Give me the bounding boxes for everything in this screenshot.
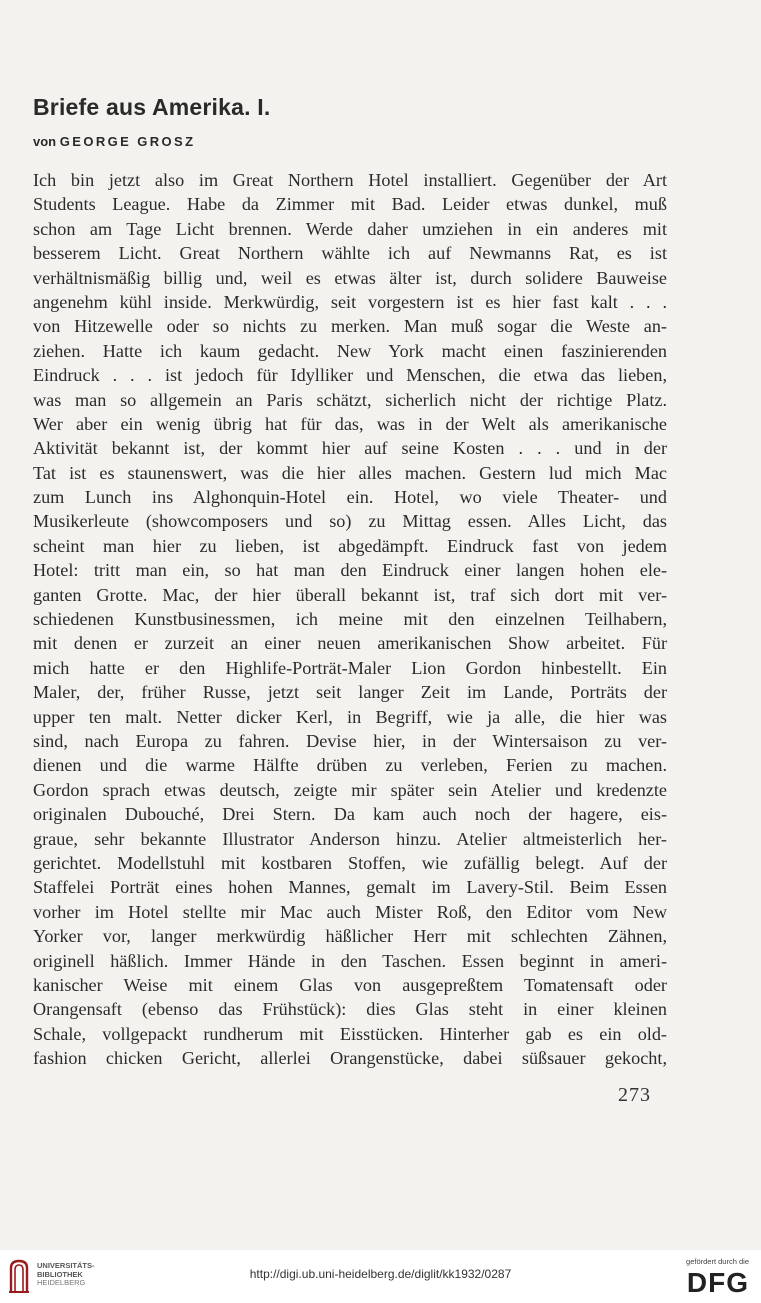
- text-line: Yorker vor, langer merkwürdig häßlicher Herr mit schlechten Zähnen,: [33, 926, 667, 947]
- text-line: mit denen er zurzeit an einer neuen amerikanischen Show arbeitet. Für: [33, 633, 667, 654]
- article-author: [33, 134, 195, 149]
- text-line: Orangensaft (ebenso das Frühstück): dies Glas steht in einer kleinen: [33, 999, 667, 1020]
- author-prefix: von: [33, 134, 60, 149]
- text-line: Musikerleute (showcomposers und so) zu Mittag essen. Alles Licht, das: [33, 511, 667, 532]
- dfg-logo: DFG: [686, 1267, 749, 1298]
- digitization-footer: [0, 1250, 761, 1303]
- author-name: GEORGE GROSZ: [59, 134, 196, 149]
- text-line: Eindruck . . . ist jedoch für Idylliker und Menschen, die etwa das lieben,: [33, 365, 667, 386]
- text-line: Hotel: tritt man ein, so hat man den Eindruck einer langen hohen ele-: [33, 560, 667, 581]
- library-name-line: UNIVERSITÄTS-: [37, 1261, 95, 1270]
- text-line: schon am Tage Licht brennen. Werde daher umziehen in ein anderes mit: [33, 218, 667, 239]
- text-line: zum Lunch ins Alghonquin-Hotel ein. Hotel, wo viele Theater- und: [33, 487, 667, 508]
- article-title: Briefe aus Amerika. I.: [33, 94, 271, 120]
- text-line: mich hatte er den Highlife-Porträt-Maler Lion Gordon hinbestellt. Ein: [33, 657, 667, 678]
- text-line: was man so allgemein an Paris schätzt, sicherlich nicht der richtige Platz.: [33, 389, 667, 410]
- source-url-link[interactable]: http://digi.ub.uni-heidelberg.de/diglit/kk1932/0287: [249, 1267, 512, 1281]
- text-line: Schale, vollgepackt rundherum mit Eisstücken. Hinterher gab es ein old-: [33, 1023, 667, 1044]
- text-line: graue, sehr bekannte Illustrator Anderson hinzu. Atelier altmeisterlich her-: [33, 828, 667, 849]
- page-number: 273: [618, 1084, 651, 1106]
- text-line: Wer aber ein wenig übrig hat für das, was in der Welt als amerikanische: [33, 413, 667, 434]
- text-line: verhältnismäßig billig und, weil es etwas älter ist, durch solidere Bauweise: [33, 267, 667, 288]
- sponsor-caption: gefördert durch die: [686, 1257, 749, 1266]
- text-line: ganten Grotte. Mac, der hier überall bekannt ist, traf sich dort mit ver-: [33, 584, 667, 605]
- text-line: Maler, der, früher Russe, jetzt seit langer Zeit im Lande, Porträts der: [33, 682, 667, 703]
- text-line: angenehm kühl inside. Merkwürdig, seit vorgestern ist es hier fast kalt . . .: [33, 291, 667, 312]
- text-line: upper ten malt. Netter dicker Kerl, in Begriff, wie ja alle, die hier was: [33, 706, 667, 727]
- text-line: originell häßlich. Immer Hände in den Taschen. Essen beginnt in ameri-: [33, 950, 667, 971]
- text-line: besserem Licht. Great Northern wählte ich auf Newmanns Rat, es ist: [33, 243, 667, 264]
- text-line: kanischer Weise mit einem Glas von ausgepreßtem Tomatensaft oder: [33, 974, 667, 995]
- article-body: [33, 168, 667, 1070]
- text-line: vorher im Hotel stellte mir Mac auch Mister Roß, den Editor vom New: [33, 901, 667, 922]
- text-line: originalen Dubouché, Drei Stern. Da kam auch noch der hagere, eis-: [33, 804, 667, 825]
- text-line: Gordon sprach etwas deutsch, zeigte mir später sein Atelier und kredenzte: [33, 779, 667, 800]
- library-name-line: HEIDELBERG: [37, 1278, 86, 1287]
- text-line: Ich bin jetzt also im Great Northern Hotel installiert. Gegenüber der Art: [33, 170, 667, 190]
- text-line: ziehen. Hatte ich kaum gedacht. New York macht einen faszinierenden: [33, 340, 667, 361]
- text-line: Aktivität bekannt ist, der kommt hier auf seine Kosten . . . und in der: [33, 438, 667, 459]
- text-line: schiedenen Kunstbusinessmen, ich meine mit den einzelnen Teilhabern,: [33, 609, 667, 630]
- text-line: Students League. Habe da Zimmer mit Bad. Leider etwas dunkel, muß: [33, 194, 667, 215]
- text-line: sind, nach Europa zu fahren. Devise hier, in der Wintersaison zu ver-: [33, 730, 667, 751]
- text-line: gerichtet. Modellstuhl mit kostbaren Stoffen, wie zufällig belegt. Auf der: [33, 852, 667, 873]
- text-line: scheint man hier zu lieben, ist abgedämpft. Eindruck fast von jedem: [33, 535, 667, 556]
- text-line: von Hitzewelle oder so nichts zu merken. Man muß sogar die Weste an-: [33, 316, 667, 337]
- text-line: dienen und die warme Hälfte drüben zu verleben, Ferien zu machen.: [33, 755, 667, 776]
- text-line: Tat ist es staunenswert, was die hier alles machen. Gestern lud mich Mac: [33, 462, 667, 483]
- library-name-line: BIBLIOTHEK: [37, 1269, 83, 1279]
- text-line: fashion chicken Gericht, allerlei Orangenstücke, dabei süßsauer gekocht,: [33, 1048, 667, 1069]
- text-line: Staffelei Porträt eines hohen Mannes, gemalt im Lavery-Stil. Beim Essen: [33, 877, 667, 898]
